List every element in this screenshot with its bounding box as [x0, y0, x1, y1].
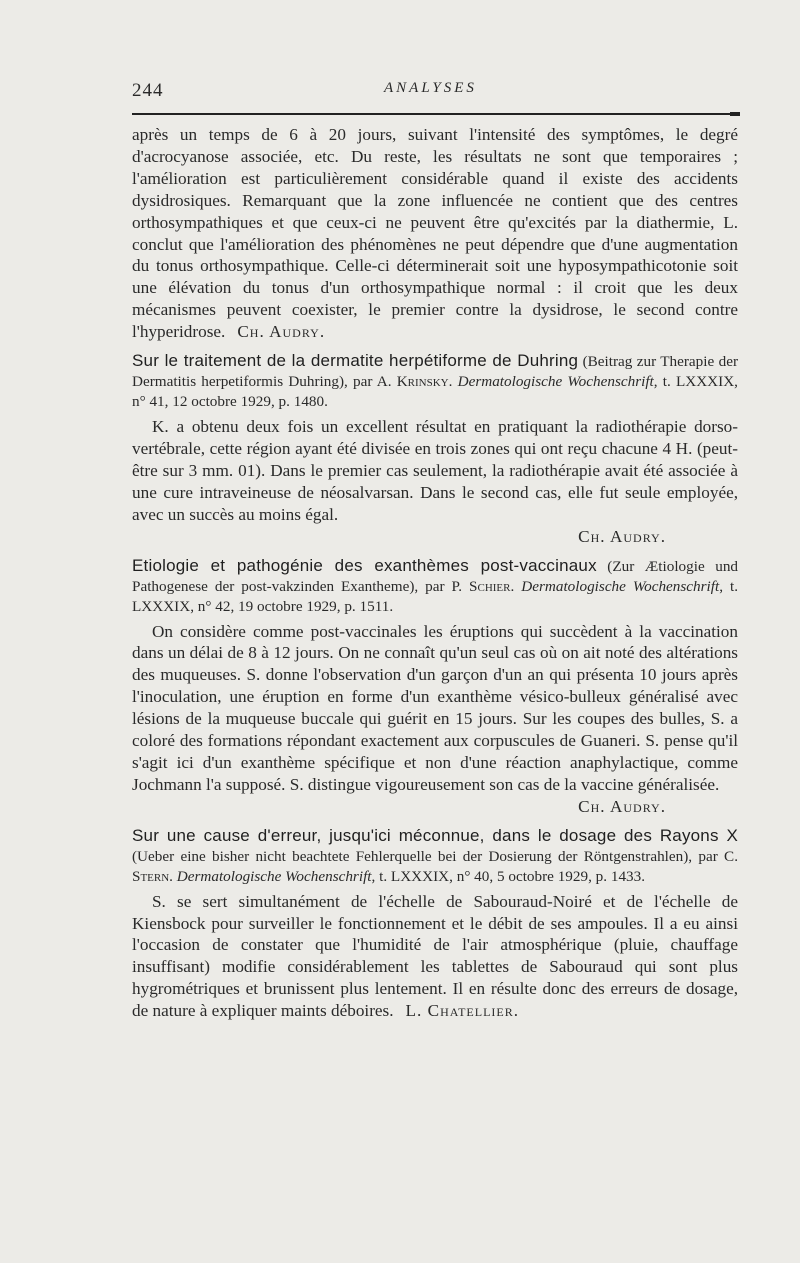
article-3-ref-sep: .: [169, 867, 177, 885]
article-1-author: Krinsky: [396, 373, 449, 391]
article-2-body: [132, 621, 738, 796]
article-1-body-text: K. a obtenu deux fois un excellent résultat en pratiquant la radiothérapie dorso-vertébrale, cette région ayant été divisée en trois zones qui ont reçu chacune 4 H. (peut-être sur 3 mm. 01). Dans le premier cas seulement, la radiothérapie avait été associée à une cure intraveineuse de néosalvarsan. Dans le second cas, elle fut seule employée, avec un succès au moins égal.: [132, 417, 738, 524]
article-2-body-text: On considère comme post-vaccinales les éruptions qui succèdent à la vaccination dans un délai de 8 à 12 jours. On ne connaît qu'un seul cas où on ait noté des altérations des muqueuses. S. donne l'observation d'un garçon d'un an qui présenta 10 jours après l'inoculation, une éruption en forme d'un exanthème vésico-bulleux généralisé avec lésions de la muqueuse buccale qui guérit en 15 jours. Sur les coupes des bulles, S. a coloré des formations répondant exactement aux corpuscules de Guaneri. S. pense qu'il s'agit ici d'un exanthème spécifique et non d'une réaction anaphylactique, comme Jochmann l'a supposé. S. distingue vigoureusement son cas de la vaccine généralisée.: [132, 621, 738, 794]
article-1-ref-pre: (Beitrag zur Therapie der Dermatitis herpetiformis Duhring), par A.: [132, 353, 739, 391]
running-title: ANALYSES: [384, 80, 477, 96]
article-3-author: Stern: [132, 867, 170, 885]
article-3-journal: Dermatologische Wochenschrift: [176, 867, 372, 885]
article-1-journal: Dermatologische Wochenschrift: [457, 373, 654, 391]
article-2-ref-pre: (Zur Ætiologie und Pathogenese der post-vakzinden Exantheme), par P.: [132, 557, 739, 595]
page-header: [132, 80, 738, 104]
article-3-body: [132, 891, 738, 1022]
intro-paragraph: [132, 124, 738, 343]
article-2-ref-sep: .: [510, 577, 522, 595]
article-3-title: Sur une cause d'erreur, jusqu'ici méconnue, dans le dosage des Rayons X: [132, 825, 738, 845]
intro-text: après un temps de 6 à 20 jours, suivant l'intensité des symptômes, le degré d'acrocyanose associée, etc. Du reste, les résultats ne sont que temporaires ; l'amélioration est particulièrement considérable quand il existe des accidents dysidrosiques. Remarquant que la zone influencée ne contient que des centres orthosympathiques et que ceux-ci ne peuvent être qu'excités par la diathermie, L. conclut que l'amélioration des phénomènes ne peut dépendre que d'une augmentation du tonus orthosympathique. Celle-ci déterminerait soit une hyposympathicotonie soit une élévation du tonus d'un orthosympathique normal : il croit que les deux mécanismes peuvent coexister, le premier contre la dysidrose, le second contre l'hyperidrose.: [132, 125, 738, 342]
article-3-body-text: S. se sert simultanément de l'échelle de Sabouraud-Noiré et de l'échelle de Kiensbock pour surveiller le fonctionnement et le débit de ses ampoules. Il a eu ainsi l'occasion de constater que l'humidité de l'air atmosphérique (pluie, chauffage insuffisant) modifie considérablement les tablettes de Sabouraud qui sont plus hygrométriques et brunissent plus lentement. Il en résulte donc des erreurs de dosage, de nature à expliquer maints déboires.: [132, 891, 738, 1021]
article-2-author: Schier: [469, 577, 511, 595]
article-1-signature-line: [132, 526, 738, 548]
article-2-heading: [132, 556, 738, 617]
header-rule: [132, 113, 738, 115]
article-2-signature-line: [132, 796, 738, 818]
article-2-signature: Ch. Audry.: [578, 796, 666, 816]
page-number: 244: [132, 80, 164, 101]
article-1-ref-sep: .: [448, 373, 458, 391]
article-3: [132, 826, 738, 1022]
article-1-body: [132, 416, 738, 526]
article-3-ref-post: , t. LXXXIX, n° 40, 5 octobre 1929, p. 1433.: [371, 867, 646, 885]
article-1-signature: Ch. Audry.: [578, 526, 666, 546]
article-2-title: Etiologie et pathogénie des exanthèmes post-vaccinaux: [132, 555, 597, 575]
article-1-heading: [132, 351, 738, 412]
article-2-ref-post: , t. LXXXIX, n° 42, 19 octobre 1929, p. 1511.: [132, 577, 738, 615]
article-3-ref-pre: (Ueber eine bisher nicht beachtete Fehlerquelle bei der Dosierung der Röntgenstrahlen), par C.: [132, 847, 738, 865]
intro-signature: Ch. Audry.: [237, 322, 326, 342]
article-1: [132, 351, 738, 547]
article-1-title: Sur le traitement de la dermatite herpétiforme de Duhring: [132, 351, 579, 371]
page-content: [132, 124, 738, 1022]
article-3-heading: [132, 826, 738, 887]
article-2: [132, 556, 738, 818]
article-3-signature: L. Chatellier.: [405, 1001, 520, 1021]
article-2-journal: Dermatologische Wochenschrift: [521, 577, 720, 595]
article-1-ref-post: , t. LXXXIX, n° 41, 12 octobre 1929, p. 1480.: [132, 373, 738, 411]
